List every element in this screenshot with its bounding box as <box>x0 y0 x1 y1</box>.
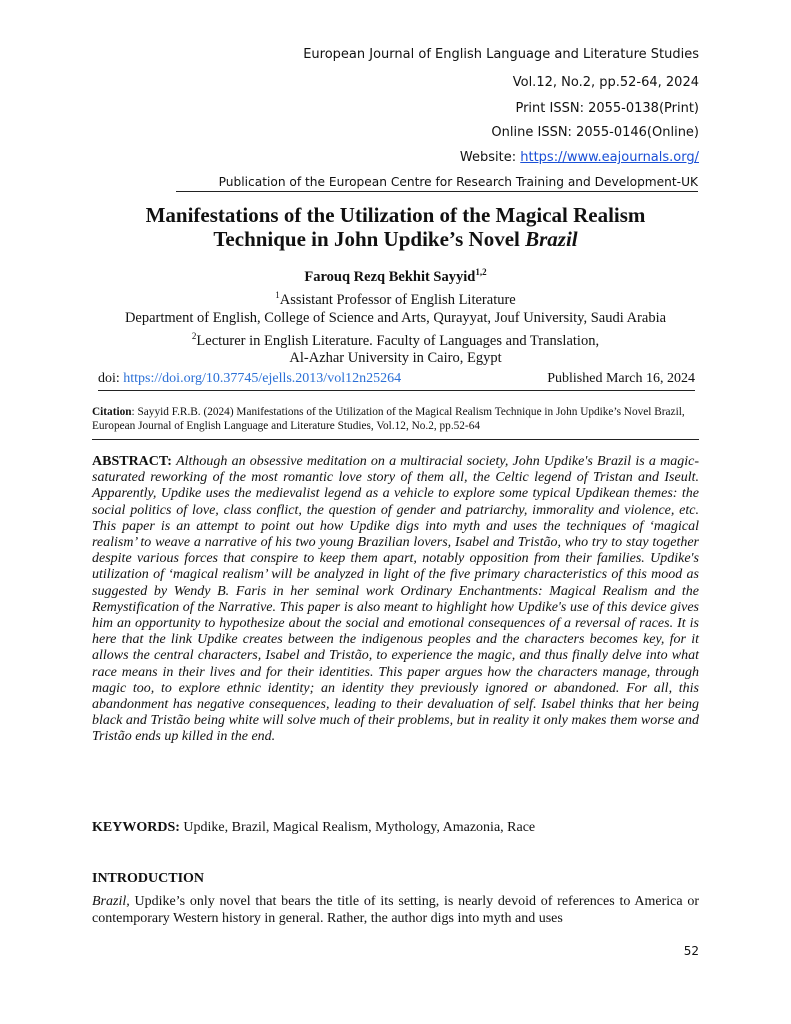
abstract-label: ABSTRACT: <box>92 454 177 469</box>
affiliation-2-institution: Al-Azhar University in Cairo, Egypt <box>289 350 502 367</box>
author-name-line <box>60 263 731 286</box>
volume-info: Vol.12, No.2, pp.52-64, 2024 <box>512 75 699 90</box>
keywords-text: Updike, Brazil, Magical Realism, Mythology, Amazonia, Race <box>183 820 536 835</box>
citation <box>92 405 699 440</box>
affiliation-1 <box>60 286 731 309</box>
aff1-sup: 1 <box>275 289 280 300</box>
keywords-label: KEYWORDS: <box>92 820 184 835</box>
title-line-2 <box>60 227 731 251</box>
doi <box>98 371 401 387</box>
author-name: Farouq Rezq Bekhit Sayyid <box>304 268 476 285</box>
page-number: 52 <box>683 944 699 958</box>
doi-link[interactable]: https://doi.org/10.37745/ejells.2013/vol12n25264 <box>123 371 402 386</box>
introduction-paragraph <box>92 893 699 927</box>
website-link[interactable]: https://www.eajournals.org/ <box>520 150 699 165</box>
title-book-name: Brazil <box>525 227 578 251</box>
aff1-text: Assistant Professor of English Literature <box>279 291 516 308</box>
author-sup: 1,2 <box>475 267 487 277</box>
citation-label: Citation <box>92 406 132 418</box>
abstract <box>92 454 699 746</box>
affiliation-1-department: Department of English, College of Science and Arts, Qurayyat, Jouf University, Saudi Arabia <box>124 309 667 326</box>
intro-italic-start: Brazil, <box>92 894 130 909</box>
doi-row <box>98 371 695 391</box>
abstract-text: Although an obsessive meditation on a multiracial society, John Updike's Brazil is a magic-saturated reworking of the most romantic love story of them all, the Celtic legend of Tristan and Iseult. Apparently, Updike uses the medievalist legend as a vehicle to explore some typical Updikean themes: the social politics of love, class conflict, the question of gender and patriarchy, immorality and violence, etc. This paper is an attempt to point out how Updike digs into myth and uses the techniques of ‘magical realism’ to weave a narrative of his two young Brazilian lovers, Isabel and Tristão, who try to stay together despite various forces that conspire to keep them apart, notably opposition from their families. Updike's utilization of ‘magical realism’ will be analyzed in light of the five primary characteristics of this mood as suggested by Wendy B. Faris in her seminal work Ordinary Enchantments: Magical Realism and the Remystification of the Narrative. This paper is also meant to highlight how Updike's use of this device gives him an opportunity to hypothesize about the social and emotional consequences of a reversal of races. It is here that the link Updike creates between the indigenous peoples and the characters becomes key, for it allows the central characters, Isabel and Tristão, to experience the magic, and thus finally delve into what race means in their lives and for their identities. This paper argues how the characters manage, through magic too, to explore ethnic identity; an identity they previously ignored or abandoned. For all, this abandonment has negative consequences, leading to their devaluation of self. Isabel thinks that her being black and Tristão being white will solve much of their problems, but in reality it only makes them worse and Tristão ends up killed in the end. <box>92 454 699 745</box>
publisher-line: Publication of the European Centre for Research Training and Development-UK <box>176 175 698 192</box>
title-line-1: Manifestations of the Utilization of the Magical Realism <box>145 203 646 227</box>
aff2-sup: 2 <box>191 330 197 341</box>
title-line-2-text: Technique in John Updike’s Novel <box>213 227 526 251</box>
aff2-text: Lecturer in English Literature. Faculty of Languages and Translation, <box>196 332 600 349</box>
print-issn: Print ISSN: 2055-0138(Print) <box>515 101 699 116</box>
website-line <box>460 150 699 165</box>
affiliation-2 <box>60 327 731 350</box>
section-heading-introduction: INTRODUCTION <box>92 871 205 886</box>
paper-title <box>60 203 731 251</box>
online-issn: Online ISSN: 2055-0146(Online) <box>491 125 699 140</box>
keywords <box>92 820 699 836</box>
journal-name: European Journal of English Language and Literature Studies <box>303 47 699 62</box>
intro-text: Updike’s only novel that bears the title of its setting, is nearly devoid of references to America or contemporary Western history in general. Rather, the author digs into myth and uses <box>92 894 699 926</box>
doi-label: doi: <box>98 371 124 386</box>
author-block <box>60 263 731 367</box>
citation-text: : Sayyid F.R.B. (2024) Manifestations of the Utilization of the Magical Realism Technique in John Updike’s Novel Brazil, European Journal of English Language and Literature Studies, Vol.12, No.2, pp.52-64 <box>92 406 685 432</box>
website-label: Website: <box>459 150 521 165</box>
published-date: Published March 16, 2024 <box>547 371 695 386</box>
